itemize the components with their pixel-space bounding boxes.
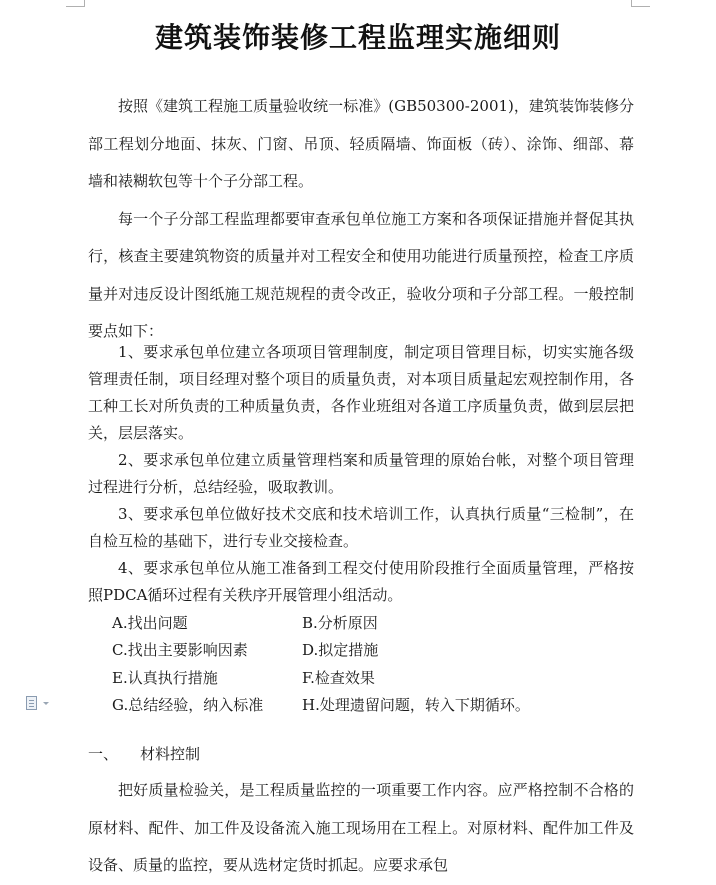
intro-paragraph: 按照《建筑工程施工质量验收统一标准》(GB50300-2001)，建筑装饰装修分部工程划分地面、抹灰、门窗、吊顶、轻质隔墙、饰面板（砖）、涂饰、细部、幕墙和裱糊软包等十个子分部工程。 (88, 97, 634, 190)
pdca-row (112, 610, 632, 637)
document-options-icon[interactable] (26, 696, 37, 710)
intro-section (88, 88, 634, 351)
section-paragraph: 把好质量检验关，是工程质量监控的一项重要工作内容。应严格控制不合格的原材料、配件、加工件及设备流入施工现场用在工程上。对原材料、配件加工件及设备、质量的监控，要从选材定货时抓起。应要求承包 (88, 781, 634, 874)
pdca-step: D.拟定措施 (302, 641, 379, 660)
pdca-step: G.总结经验，纳入标准 (112, 695, 264, 714)
pdca-step: E.认真执行措施 (112, 668, 218, 687)
pdca-step: B.分析原因 (302, 614, 378, 632)
pdca-step: H.处理遗留问题，转入下期循环。 (302, 695, 530, 714)
document-title: 建筑装饰装修工程监理实施细则 (154, 21, 561, 54)
pdca-step: A.找出问题 (112, 614, 188, 632)
pdca-step: C.找出主要影响因素 (112, 641, 248, 660)
intro-paragraph: 每一个子分部工程监理都要审查承包单位施工方案和各项保证措施并督促其执行，核查主要建筑物资的质量并对工程安全和使用功能进行质量预控，检查工序质量并对违反设计图纸施工规范规程的责令改正，验收分项和子分部工程。一般控制要点如下： (88, 209, 634, 340)
page-corner-mark-right (631, 0, 650, 7)
control-point-item: 3、要求承包单位做好技术交底和技术培训工作，认真执行质量“三检制”，在自检互检的基础下，进行专业交接检查。 (88, 505, 634, 550)
control-point-item: 4、要求承包单位从施工准备到工程交付使用阶段推行全面质量管理，严格按照PDCA循环过程有关秩序开展管理小组活动。 (88, 559, 634, 604)
pdca-row (112, 665, 632, 692)
pdca-step: F.检查效果 (302, 668, 375, 687)
pdca-steps-list (112, 610, 632, 719)
control-point-item: 1、要求承包单位建立各项项目管理制度，制定项目管理目标，切实实施各级管理责任制，项目经理对整个项目的质量负责，对本项目质量起宏观控制作用，各工种工长对所负责的工种质量负责，各作业班组对各道工序质量负责，做到层层把关，层层落实。 (88, 343, 634, 442)
control-points-list (88, 339, 634, 609)
control-point-item: 2、要求承包单位建立质量管理档案和质量管理的原始台帐，对整个项目管理过程进行分析，总结经验，吸取教训。 (88, 451, 634, 496)
pdca-row (112, 692, 632, 719)
pdca-row (112, 637, 632, 664)
chevron-down-icon[interactable] (43, 702, 49, 705)
section-body (88, 772, 634, 885)
section-title: 材料控制 (140, 745, 201, 763)
section-heading (88, 741, 200, 768)
section-number: 一、 (88, 745, 119, 763)
page-corner-mark-left (66, 0, 85, 7)
